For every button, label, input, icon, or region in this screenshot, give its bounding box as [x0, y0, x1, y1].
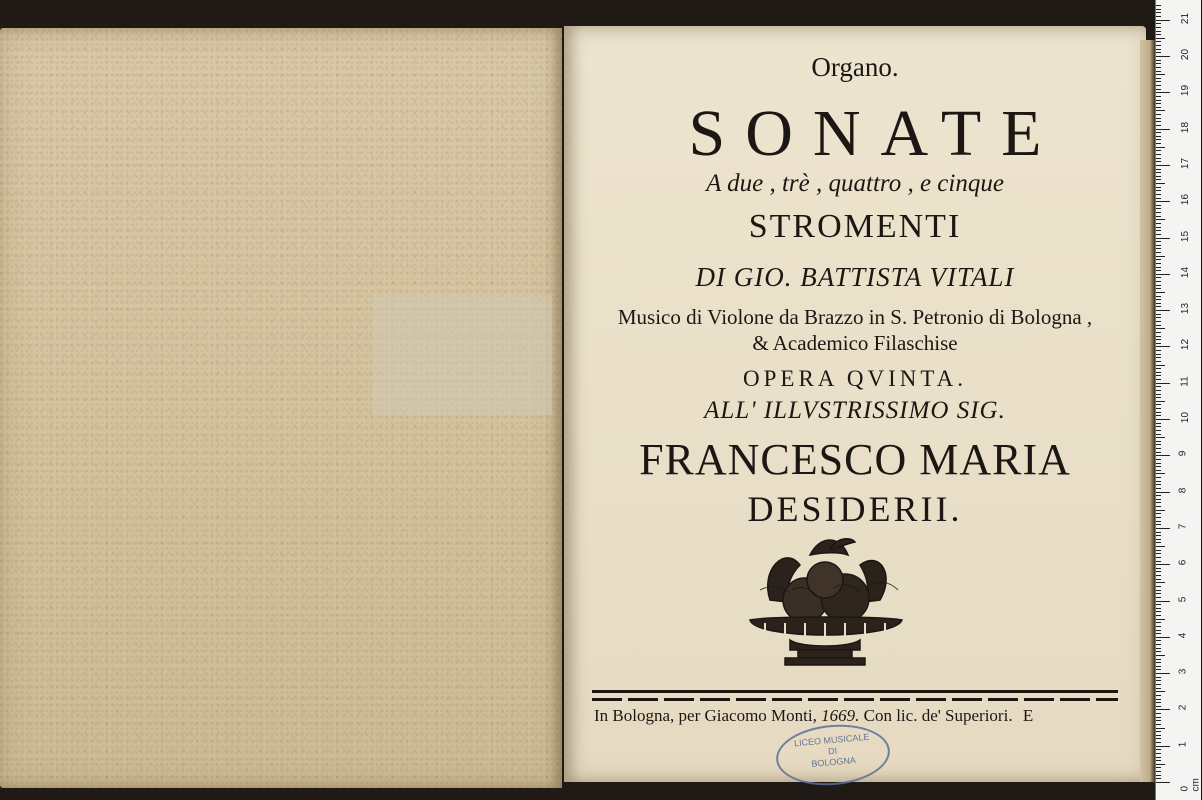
- ruler-tick: [1156, 139, 1161, 140]
- ruler-tick: [1156, 717, 1161, 718]
- ruler-tick: [1156, 437, 1165, 438]
- ruler-tick: [1156, 27, 1161, 28]
- ruler-tick: [1156, 129, 1170, 130]
- ruler-tick: [1156, 731, 1161, 732]
- ruler-tick: [1156, 56, 1170, 57]
- cover-watermark: [372, 295, 552, 415]
- ruler-number: 13: [1180, 303, 1192, 315]
- ruler-tick: [1156, 430, 1161, 431]
- ruler-tick: [1156, 637, 1170, 638]
- ruler-tick: [1156, 267, 1161, 268]
- ruler-tick: [1156, 154, 1161, 155]
- ruler-tick: [1156, 655, 1165, 656]
- ruler-tick: [1156, 281, 1161, 282]
- ruler-number: 18: [1180, 121, 1192, 133]
- ruler-tick: [1156, 742, 1161, 743]
- ruler-unit-label: 0 cm: [1179, 778, 1202, 792]
- ruler-tick: [1156, 343, 1161, 344]
- ruler-tick: [1156, 227, 1161, 228]
- ruler-number: 11: [1179, 375, 1191, 387]
- ruler-tick: [1156, 669, 1161, 670]
- ruler-tick: [1156, 775, 1161, 776]
- ruler-tick: [1156, 147, 1165, 148]
- ruler-tick: [1156, 71, 1161, 72]
- ruler-tick: [1156, 749, 1161, 750]
- ruler-tick: [1156, 557, 1161, 558]
- ruler-tick: [1156, 256, 1165, 257]
- ruler-tick: [1156, 5, 1161, 6]
- ruler-tick: [1156, 553, 1161, 554]
- ruler-tick: [1156, 205, 1161, 206]
- ruler-tick: [1156, 310, 1170, 311]
- ruler-tick: [1156, 288, 1161, 289]
- ruler-tick: [1156, 103, 1161, 104]
- ruler-tick: [1156, 753, 1161, 754]
- ruler-number: 1: [1177, 741, 1189, 747]
- ruler-tick: [1156, 582, 1165, 583]
- ruler-number: 16: [1180, 194, 1192, 206]
- ruler-tick: [1156, 771, 1161, 772]
- ruler-tick: [1156, 375, 1161, 376]
- ruler-tick: [1156, 448, 1161, 449]
- ruler-tick: [1156, 426, 1161, 427]
- ruler-tick: [1156, 662, 1161, 663]
- ruler-tick: [1156, 401, 1165, 402]
- ruler-tick: [1156, 590, 1161, 591]
- ruler-tick: [1156, 434, 1161, 435]
- ruler-tick: [1156, 568, 1161, 569]
- ruler-tick: [1156, 187, 1161, 188]
- ruler-number: 19: [1180, 85, 1192, 97]
- ruler-tick: [1156, 368, 1161, 369]
- ruler-number: 15: [1180, 230, 1192, 242]
- ruler-tick: [1156, 611, 1161, 612]
- ruler-tick: [1156, 136, 1161, 137]
- ruler-tick: [1156, 441, 1161, 442]
- ruler-tick: [1156, 89, 1161, 90]
- ruler-tick: [1156, 317, 1161, 318]
- ruler-tick: [1156, 608, 1161, 609]
- stamp-line-3: BOLOGNA: [810, 755, 857, 769]
- ruler-tick: [1156, 593, 1161, 594]
- ruler-tick: [1156, 172, 1161, 173]
- ruler-tick: [1156, 321, 1161, 322]
- ruler-tick: [1156, 78, 1161, 79]
- stamp-line-2: DI: [827, 745, 838, 757]
- ruler-tick: [1156, 12, 1161, 13]
- ruler-number: 10: [1180, 411, 1192, 424]
- ruler-tick: [1156, 513, 1161, 514]
- ruler-number: 3: [1177, 668, 1189, 675]
- ruler-tick: [1156, 767, 1161, 768]
- ruler-tick: [1156, 622, 1161, 623]
- ruler-tick: [1156, 299, 1161, 300]
- ruler-tick: [1156, 212, 1161, 213]
- ruler-tick: [1156, 746, 1170, 747]
- ruler-tick: [1156, 45, 1161, 46]
- ruler-tick: [1156, 390, 1161, 391]
- ruler-tick: [1156, 601, 1170, 602]
- ruler-tick: [1156, 274, 1170, 275]
- ruler-tick: [1156, 532, 1161, 533]
- ruler-tick: [1156, 764, 1165, 765]
- ruler-tick: [1156, 165, 1170, 166]
- ruler-tick: [1156, 397, 1161, 398]
- ruler-tick: [1156, 96, 1161, 97]
- ruler-tick: [1156, 230, 1161, 231]
- ruler-tick: [1156, 143, 1161, 144]
- ruler-tick: [1156, 506, 1161, 507]
- ruler-tick: [1156, 306, 1161, 307]
- dedicatee-line-2: DESIDERII.: [747, 489, 963, 529]
- ruler-tick: [1156, 303, 1161, 304]
- ruler-tick: [1156, 252, 1161, 253]
- ruler-tick: [1156, 782, 1170, 783]
- ruler-number: 4: [1177, 632, 1189, 639]
- ruler-tick: [1156, 92, 1170, 93]
- ruler-tick: [1156, 484, 1161, 485]
- ruler-tick: [1156, 546, 1165, 547]
- ruler-tick: [1156, 466, 1161, 467]
- ruler-tick: [1156, 640, 1161, 641]
- ruler-tick: [1156, 724, 1161, 725]
- ruler-tick: [1156, 651, 1161, 652]
- ruler-tick: [1156, 415, 1161, 416]
- ruler-tick: [1156, 67, 1161, 68]
- ruler-tick: [1156, 9, 1161, 10]
- ruler-tick: [1156, 339, 1161, 340]
- ruler-tick: [1156, 20, 1170, 21]
- ruler-tick: [1156, 158, 1161, 159]
- ruler-tick: [1156, 499, 1161, 500]
- ruler-tick: [1156, 325, 1161, 326]
- ruler-tick: [1156, 706, 1161, 707]
- ruler-tick: [1156, 521, 1161, 522]
- ruler-number: 6: [1177, 559, 1189, 566]
- sonate-title: SONATE: [688, 97, 1062, 170]
- ruler-tick: [1156, 357, 1161, 358]
- ruler-tick: [1156, 332, 1161, 333]
- ruler-tick: [1156, 60, 1161, 61]
- ruler-tick: [1156, 118, 1161, 119]
- ruler-tick: [1156, 63, 1161, 64]
- ruler-tick: [1156, 216, 1161, 217]
- ruler-tick: [1156, 550, 1161, 551]
- fruit-basket-ornament: [730, 530, 920, 680]
- ruler-tick: [1156, 74, 1165, 75]
- ruler-tick: [1156, 561, 1161, 562]
- ruler-tick: [1156, 52, 1161, 53]
- ruler-tick: [1156, 408, 1161, 409]
- ruler-tick: [1156, 459, 1161, 460]
- ruler-tick: [1156, 423, 1161, 424]
- ornamental-rule: [592, 690, 1118, 702]
- ruler-tick: [1156, 502, 1161, 503]
- ruler-tick: [1156, 510, 1165, 511]
- ruler-tick: [1156, 412, 1161, 413]
- ruler-tick: [1156, 23, 1161, 24]
- ruler-tick: [1156, 535, 1161, 536]
- ruler-number: 5: [1177, 596, 1189, 602]
- ruler-tick: [1156, 680, 1161, 681]
- ruler-tick: [1156, 49, 1161, 50]
- ruler-tick: [1156, 346, 1170, 347]
- ruler-tick: [1156, 586, 1161, 587]
- ruler-tick: [1156, 644, 1161, 645]
- ruler-tick: [1156, 728, 1165, 729]
- ruler-tick: [1156, 760, 1161, 761]
- ruler-tick: [1156, 673, 1170, 674]
- ruler-tick: [1156, 285, 1161, 286]
- ruler-tick: [1156, 296, 1161, 297]
- ruler-number: 8: [1177, 487, 1189, 493]
- ruler-tick: [1156, 16, 1161, 17]
- ruler-tick: [1156, 150, 1161, 151]
- ruler-tick: [1156, 720, 1161, 721]
- ruler-tick: [1156, 528, 1170, 529]
- ruler-tick: [1156, 223, 1161, 224]
- imprint-license: Con lic. de' Superiori.: [863, 706, 1013, 725]
- ruler-number: 20: [1180, 48, 1192, 61]
- ruler-tick: [1156, 208, 1161, 209]
- ruler-tick: [1156, 463, 1161, 464]
- ruler-tick: [1156, 666, 1161, 667]
- ruler-tick: [1156, 85, 1161, 86]
- organo-heading: Organo.: [811, 52, 899, 82]
- ruler-tick: [1156, 241, 1161, 242]
- ruler-tick: [1156, 659, 1161, 660]
- ruler-tick: [1156, 571, 1161, 572]
- ruler-tick: [1156, 477, 1161, 478]
- ruler-tick: [1156, 688, 1161, 689]
- ruler-tick: [1156, 452, 1161, 453]
- signature-mark: E: [1022, 706, 1034, 725]
- ruler-number: 2: [1177, 705, 1189, 711]
- ruler-tick: [1156, 169, 1161, 170]
- ruler-number: 12: [1180, 339, 1192, 351]
- ruler-tick: [1156, 354, 1161, 355]
- ruler-tick: [1156, 107, 1161, 108]
- ruler-number: 21: [1180, 12, 1192, 24]
- ruler-tick: [1156, 738, 1161, 739]
- ruler-tick: [1156, 38, 1165, 39]
- ruler-tick: [1156, 684, 1161, 685]
- ruler-tick: [1156, 245, 1161, 246]
- ruler-tick: [1156, 394, 1161, 395]
- ruler-tick: [1156, 524, 1161, 525]
- ruler-number: 7: [1177, 523, 1189, 530]
- ruler-tick: [1156, 604, 1161, 605]
- ruler-tick: [1156, 713, 1161, 714]
- ruler-tick: [1156, 336, 1161, 337]
- measurement-ruler: [1155, 0, 1201, 800]
- ruler-tick: [1156, 626, 1161, 627]
- ruler-number: 9: [1177, 451, 1189, 457]
- ruler-tick: [1156, 691, 1165, 692]
- ruler-tick: [1156, 695, 1161, 696]
- ruler-tick: [1156, 125, 1161, 126]
- ruler-tick: [1156, 386, 1161, 387]
- ruler-tick: [1156, 121, 1161, 122]
- ruler-tick: [1156, 314, 1161, 315]
- ruler-tick: [1156, 778, 1161, 779]
- ruler-tick: [1156, 492, 1170, 493]
- ruler-tick: [1156, 176, 1161, 177]
- ruler-tick: [1156, 542, 1161, 543]
- ruler-tick: [1156, 277, 1161, 278]
- instruments-line: STROMENTI: [748, 208, 962, 245]
- ruler-tick: [1156, 361, 1161, 362]
- ruler-tick: [1156, 100, 1161, 101]
- ruler-tick: [1156, 161, 1161, 162]
- ruler-tick: [1156, 365, 1165, 366]
- imprint-line: [594, 706, 1124, 726]
- ruler-tick: [1156, 488, 1161, 489]
- ruler-tick: [1156, 201, 1170, 202]
- ruler-tick: [1156, 517, 1161, 518]
- dedicatee-line-1: FRANCESCO MARIA: [639, 435, 1071, 484]
- ruler-tick: [1156, 219, 1165, 220]
- ruler-tick: [1156, 709, 1170, 710]
- ruler-tick: [1156, 328, 1165, 329]
- ruler-tick: [1156, 648, 1161, 649]
- ruler-tick: [1156, 190, 1161, 191]
- ruler-tick: [1156, 579, 1161, 580]
- ruler-tick: [1156, 183, 1165, 184]
- ruler-tick: [1156, 757, 1161, 758]
- ruler-tick: [1156, 198, 1161, 199]
- ruler-tick: [1156, 702, 1161, 703]
- ruler-tick: [1156, 81, 1161, 82]
- ruler-tick: [1156, 630, 1161, 631]
- ruler-tick: [1156, 34, 1161, 35]
- ruler-number: 17: [1180, 157, 1192, 169]
- ruler-tick: [1156, 234, 1161, 235]
- ruler-tick: [1156, 259, 1161, 260]
- ruler-number: 14: [1180, 266, 1192, 278]
- ruler-tick: [1156, 539, 1161, 540]
- ruler-tick: [1156, 350, 1161, 351]
- ruler-tick: [1156, 379, 1161, 380]
- opus-line: OPERA QVINTA.: [743, 366, 967, 391]
- imprint-year: 1669.: [821, 706, 860, 725]
- ruler-tick: [1156, 575, 1161, 576]
- ruler-tick: [1156, 481, 1161, 482]
- ruler-tick: [1156, 597, 1161, 598]
- ruler-tick: [1156, 619, 1165, 620]
- ruler-tick: [1156, 677, 1161, 678]
- subtitle-line: A due , trè , quattro , e cinque: [706, 170, 1004, 197]
- ruler-tick: [1156, 31, 1161, 32]
- author-line: DI GIO. BATTISTA VITALI: [695, 262, 1015, 292]
- dedication-line: ALL' ILLVSTRISSIMO SIG.: [704, 397, 1006, 424]
- ruler-tick: [1156, 263, 1161, 264]
- ruler-tick: [1156, 110, 1165, 111]
- ruler-tick: [1156, 383, 1170, 384]
- ruler-tick: [1156, 633, 1161, 634]
- ruler-tick: [1156, 179, 1161, 180]
- ruler-tick: [1156, 473, 1165, 474]
- ruler-tick: [1156, 735, 1161, 736]
- ruler-tick: [1156, 404, 1161, 405]
- ruler-tick: [1156, 470, 1161, 471]
- ruler-tick: [1156, 495, 1161, 496]
- role-line-2: & Academico Filaschise: [752, 331, 958, 355]
- ruler-tick: [1156, 444, 1161, 445]
- ruler-tick: [1156, 615, 1161, 616]
- ruler-tick: [1156, 419, 1170, 420]
- ruler-tick: [1156, 238, 1170, 239]
- ruler-tick: [1156, 270, 1161, 271]
- ruler-tick: [1156, 455, 1170, 456]
- imprint-publisher: In Bologna, per Giacomo Monti,: [594, 706, 817, 725]
- ruler-tick: [1156, 292, 1165, 293]
- ruler-tick: [1156, 699, 1161, 700]
- role-line-1: Musico di Violone da Brazzo in S. Petronio di Bologna ,: [617, 305, 1093, 329]
- ruler-tick: [1156, 564, 1170, 565]
- stamp-line-1: LICEO MUSICALE: [793, 731, 870, 749]
- ruler-tick: [1156, 372, 1161, 373]
- ruler-tick: [1156, 132, 1161, 133]
- ruler-tick: [1156, 114, 1161, 115]
- ruler-tick: [1156, 194, 1161, 195]
- ruler-tick: [1156, 248, 1161, 249]
- ruler-tick: [1156, 41, 1161, 42]
